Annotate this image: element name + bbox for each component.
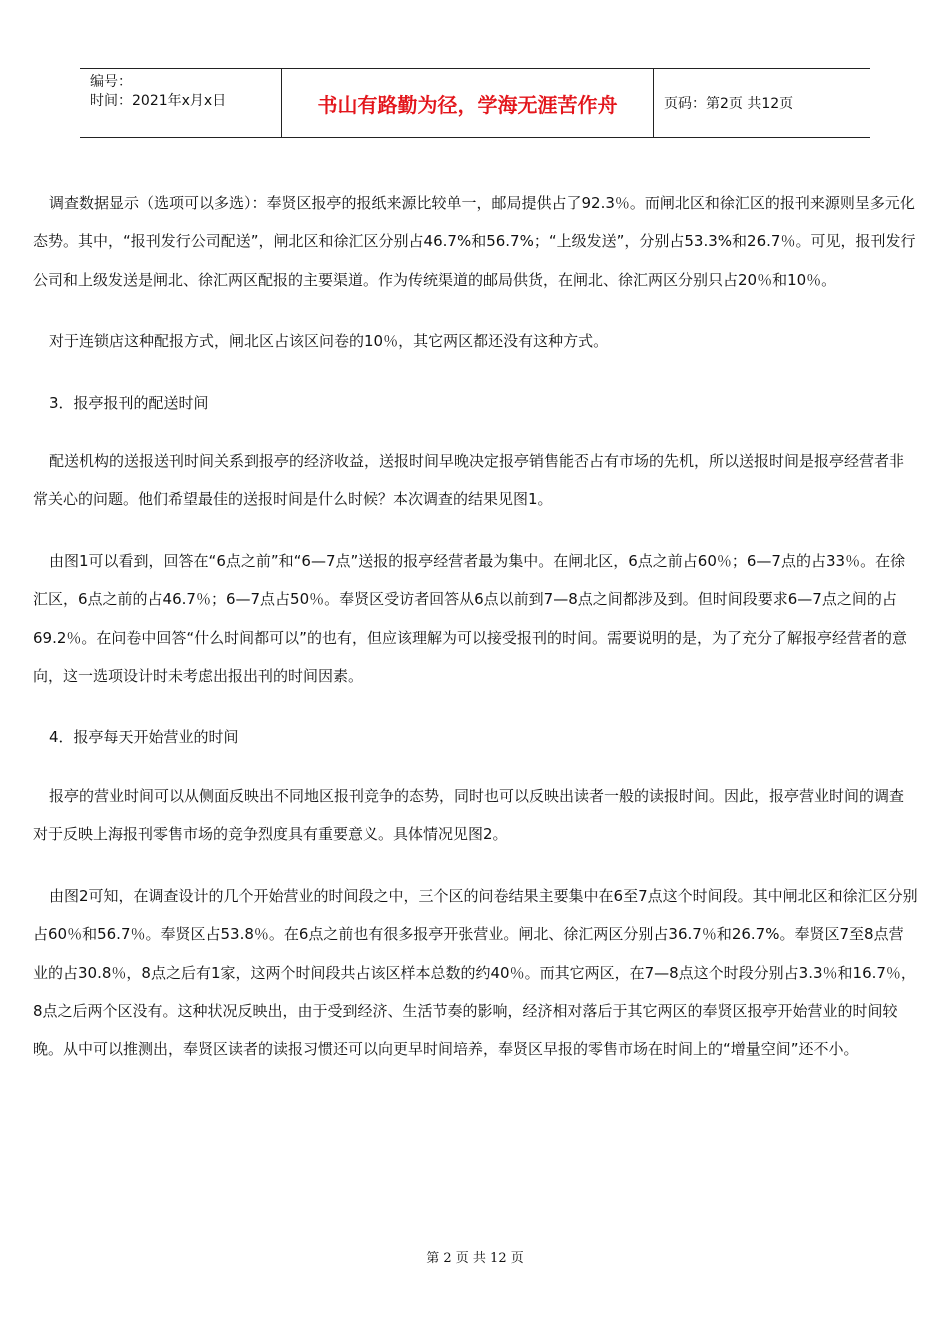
paragraph-delivery-importance: 配送机构的送报送刊时间关系到报亭的经济收益，送报时间早晚决定报亭销售能否占有市场的先机，所以送报时间是报亭经营者非常关心的问题。他们希望最佳的送报时间是什么时候？本次调查的结果见图1。: [33, 452, 905, 509]
paragraph-figure-1-analysis: 由图1可以看到，回答在“6点之前”和“6—7点”送报的报亭经营者最为集中。在闸北区，6点之前占60％；6—7点的占33％。在徐汇区，6点之前的占46.7％；6—7点占50％。奉贤区受访者回答从6点以前到7—8点之间都涉及到。但时间段要求6—7点之间的占69.2％。在问卷中回答“什么时间都可以”的也有，但应该理解为可以接受报刊的时间。需要说明的是，为了充分了解报亭经营者的意向，这一选项设计时未考虑出报出刊的时间因素。: [33, 551, 907, 686]
document-body: [33, 184, 918, 1092]
page-footer: 第 2 页 共 12 页: [426, 1251, 524, 1266]
page-header: [80, 68, 870, 138]
document-date: 时间：2021年x月x日: [90, 93, 227, 109]
section-heading-opening-time: 4．报亭每天开始营业的时间: [49, 728, 239, 747]
paragraph-figure-2-analysis: 由图2可知，在调查设计的几个开始营业的时间段之中，三个区的问卷结果主要集中在6至7点这个时间段。其中闸北区和徐汇区分别占60％和56.7％。奉贤区占53.8％。在6点之前也有很多报亭开张营业。闸北、徐汇两区分别占36.7％和26.7%。奉贤区7至8点营业的占30.8％，8点之后有1家，这两个时间段共占该区样本总数的约40％。而其它两区，在7—8点这个时段分别占3.3％和16.7％，8点之后两个区没有。这种状况反映出，由于受到经济、生活节奏的影响，经济相对落后于其它两区的奉贤区报亭开始营业的时间较晚。从中可以推测出，奉贤区读者的读报习惯还可以向更早时间培养，奉贤区早报的零售市场在时间上的“增量空间”还不小。: [33, 886, 918, 1059]
paragraph-newspaper-sources: 调查数据显示（选项可以多选）：奉贤区报亭的报纸来源比较单一，邮局提供占了92.3％。而闸北区和徐汇区的报刊来源则呈多元化态势。其中，“报刊发行公司配送”，闸北区和徐汇区分别占46.7%和56.7%；“上级发送”，分别占53.3%和26.7％。可见，报刊发行公司和上级发送是闸北、徐汇两区配报的主要渠道。作为传统渠道的邮局供货，在闸北、徐汇两区分别只占20％和10％。: [33, 194, 916, 289]
header-meta: [80, 69, 281, 137]
header-motto: 书山有路勤为径，学海无涯苦作舟: [281, 69, 654, 137]
document-number-label: 编号：: [90, 74, 132, 90]
paragraph-opening-time-importance: 报亭的营业时间可以从侧面反映出不同地区报刊竞争的态势，同时也可以反映出读者一般的读报时间。因此，报亭营业时间的调查对于反映上海报刊零售市场的竞争烈度具有重要意义。具体情况见图2。: [33, 786, 905, 844]
header-page-info: 页码：第2页 共12页: [664, 96, 794, 112]
section-heading-delivery-time: 3．报亭报刊的配送时间: [49, 393, 209, 412]
paragraph-chain-store: 对于连锁店这种配报方式，闸北区占该区问卷的10％，其它两区都还没有这种方式。: [49, 332, 609, 351]
